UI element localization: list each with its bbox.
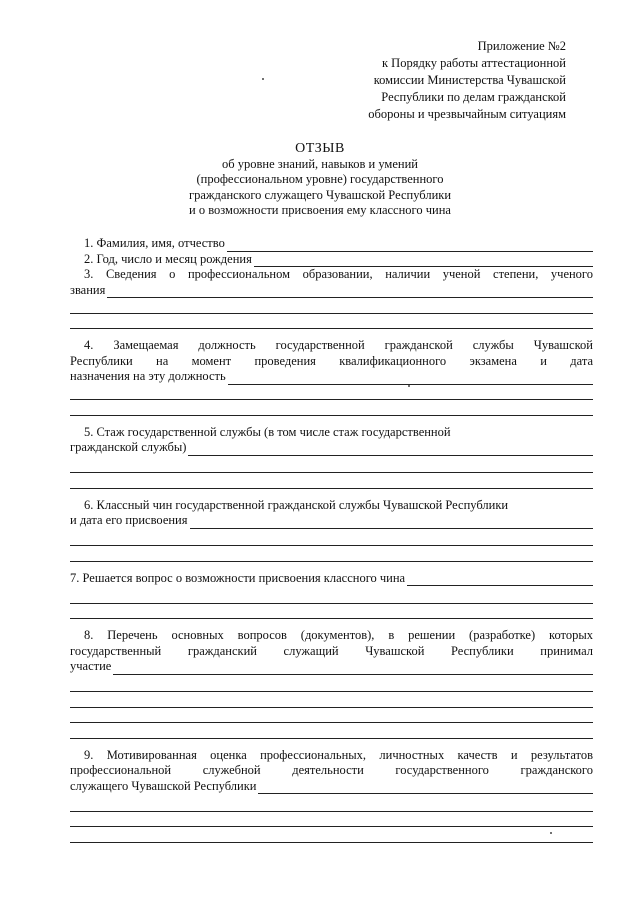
appendix-line: обороны и чрезвычайным ситуациям [368, 107, 566, 121]
fill-line[interactable] [70, 531, 593, 547]
appendix-line: Республики по делам гражданской [381, 90, 566, 104]
scan-speck [550, 832, 552, 834]
field-label: 2. Год, число и месяц рождения [84, 251, 252, 266]
fill-line[interactable] [70, 723, 593, 739]
field-label: 1. Фамилия, имя, отчество [84, 236, 225, 250]
fill-line[interactable] [70, 473, 593, 489]
appendix-line: комиссии Министерства Чувашской [373, 73, 566, 87]
fill-line[interactable] [258, 782, 593, 794]
document-title [0, 141, 640, 219]
fill-line[interactable] [407, 574, 593, 586]
fill-line[interactable] [70, 812, 593, 828]
field-label: служащего Чувашской Республики [70, 778, 257, 793]
fill-line[interactable] [227, 240, 593, 252]
field-issues-label: 8. Перечень основных вопросов (документов), в решении (разработке) которых [84, 628, 593, 642]
field-label: 7. Решается вопрос о возможности присвоения классного чина [70, 570, 406, 585]
field-position-label: Республики на момент проведения квалификационного экзамена и дата [70, 353, 593, 368]
fill-line[interactable] [228, 373, 593, 385]
title-subline: (профессиональном уровне) государственного [196, 172, 444, 186]
fill-line[interactable] [70, 314, 593, 330]
field-education [70, 283, 593, 299]
field-birth-date [70, 252, 593, 268]
scan-speck [408, 385, 410, 387]
field-label: участие [70, 659, 112, 673]
fill-line[interactable] [70, 588, 593, 604]
field-position [70, 369, 593, 385]
field-label: назначения на эту должность [70, 369, 226, 383]
fill-line[interactable] [70, 604, 593, 620]
field-label: и дата его присвоения [70, 513, 188, 527]
appendix-header [306, 38, 566, 123]
fill-line[interactable] [70, 400, 593, 416]
field-label: гражданской службы) [70, 440, 187, 454]
fill-line[interactable] [70, 546, 593, 562]
fill-line[interactable] [254, 255, 593, 267]
field-full-name [70, 236, 593, 252]
appendix-line: к Порядку работы аттестационной [381, 56, 566, 70]
field-position-label: 4. Замещаемая должность государственной гражданской службы Чувашской [84, 338, 593, 352]
fill-line[interactable] [70, 708, 593, 724]
fill-line[interactable] [70, 385, 593, 401]
fill-line[interactable] [188, 444, 593, 456]
scan-speck [262, 78, 264, 80]
form-body [70, 236, 593, 843]
title-main: ОТЗЫВ [295, 141, 345, 156]
field-evaluation-label: 9. Мотивированная оценка профессиональных, личностных качеств и результатов [84, 747, 593, 762]
fill-line[interactable] [113, 663, 593, 675]
fill-line[interactable] [70, 458, 593, 474]
fill-line[interactable] [190, 517, 594, 529]
field-class-rank [70, 513, 593, 529]
title-subline: гражданского служащего Чувашской Республики [188, 187, 452, 202]
fill-line[interactable] [70, 827, 593, 843]
field-education-label: 3. Сведения о профессиональном образовании, наличии ученой степени, ученого [84, 267, 593, 281]
field-rank-decision [70, 571, 593, 587]
fill-line[interactable] [70, 677, 593, 693]
fill-line[interactable] [70, 796, 593, 812]
field-evaluation-label: профессиональной служебной деятельности государственного гражданского [70, 763, 593, 777]
fill-line[interactable] [107, 286, 593, 298]
appendix-line: Приложение №2 [477, 39, 566, 53]
fill-line[interactable] [70, 692, 593, 708]
title-subline: об уровне знаний, навыков и умений [222, 156, 418, 171]
field-issues [70, 659, 593, 675]
field-label: звания [70, 282, 106, 297]
fill-line[interactable] [70, 298, 593, 314]
field-class-rank-label: 6. Классный чин государственной гражданской службы Чувашской Республики [84, 497, 509, 512]
field-issues-label: государственный гражданский служащий Чувашской Республики принимал [70, 643, 593, 658]
title-subline: и о возможности присвоения ему классного чина [189, 203, 451, 217]
field-service-length [70, 440, 593, 456]
field-evaluation [70, 779, 593, 795]
field-service-length-label: 5. Стаж государственной службы (в том числе стаж государственной [84, 424, 451, 439]
